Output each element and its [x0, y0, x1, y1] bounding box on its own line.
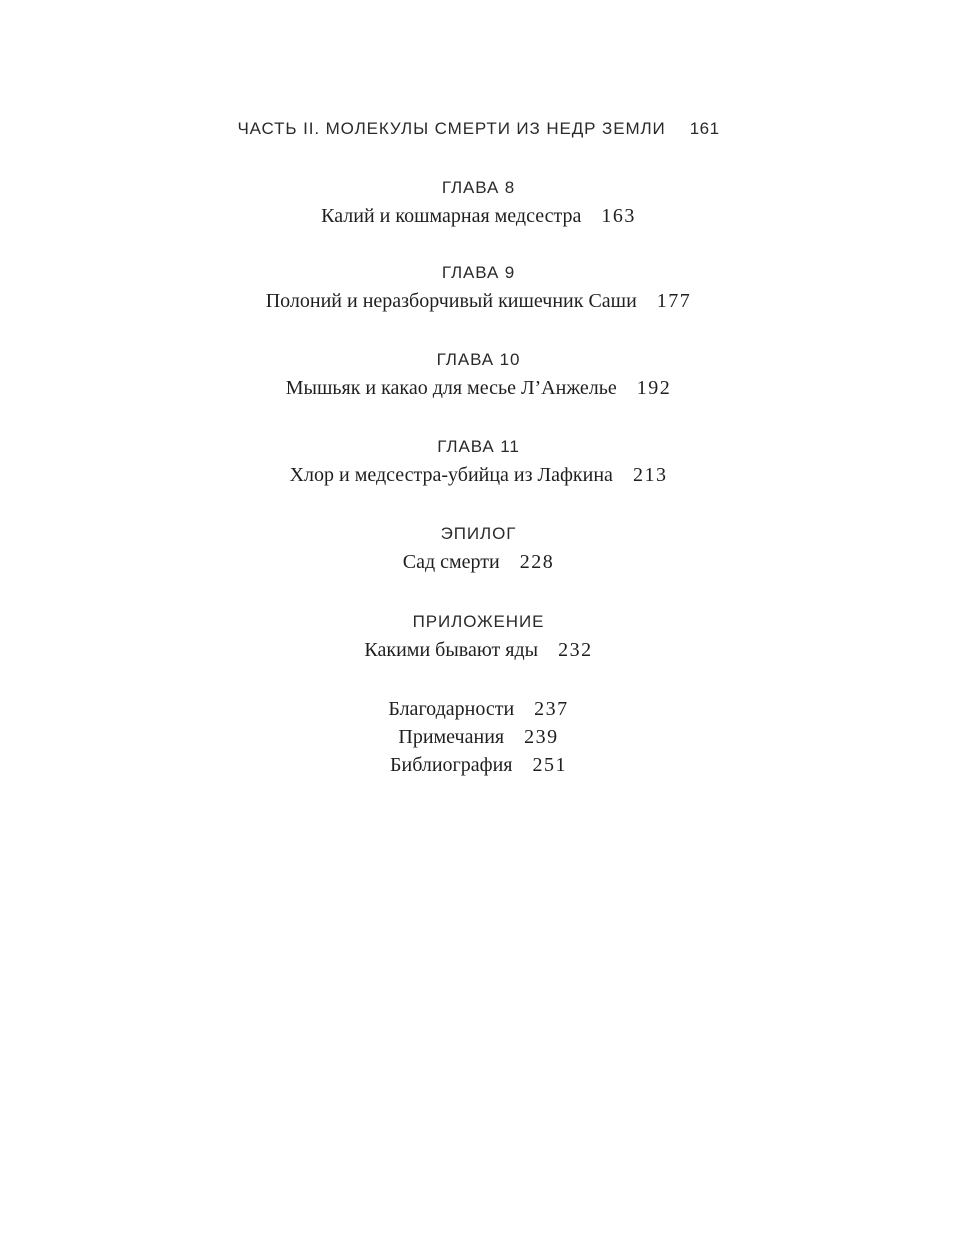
backmatter-title: Благодарности	[388, 698, 515, 720]
toc-section	[0, 438, 957, 487]
chapter-page-number: 163	[601, 204, 636, 227]
chapter-title-line	[0, 204, 957, 228]
chapter-title-line	[0, 289, 957, 313]
chapter-title-line	[0, 550, 957, 574]
chapter-title-line	[0, 376, 957, 400]
chapter-title: Какими бывают яды	[364, 638, 539, 661]
chapter-title: Полоний и неразборчивый кишечник Саши	[265, 289, 637, 312]
chapter-title-line	[0, 463, 957, 487]
chapter-page-number: 232	[558, 638, 593, 661]
chapter-title: Мышьяк и какао для месье Л’Анжелье	[285, 376, 617, 399]
chapter-page-number: 213	[632, 463, 668, 486]
chapter-heading: ГЛАВА 8	[441, 178, 516, 197]
chapter-title: Сад смерти	[402, 550, 500, 573]
backmatter-title: Библиография	[390, 754, 513, 776]
backmatter-row	[0, 695, 957, 723]
backmatter-row	[0, 751, 957, 779]
chapter-title-line	[0, 638, 957, 662]
backmatter-page-number: 237	[534, 698, 569, 720]
toc-section	[0, 179, 957, 228]
toc-section	[0, 351, 957, 400]
chapter-heading: ПРИЛОЖЕНИЕ	[412, 612, 545, 631]
chapter-title: Калий и кошмарная медсестра	[321, 204, 582, 227]
backmatter-row	[0, 723, 957, 751]
backmatter-page-number: 251	[532, 754, 567, 776]
chapter-heading: ГЛАВА 10	[436, 350, 521, 369]
toc-section	[0, 264, 957, 313]
backmatter-list	[0, 695, 957, 779]
chapter-page-number: 228	[519, 550, 555, 573]
toc-section	[0, 613, 957, 662]
chapter-heading: ЭПИЛОГ	[440, 524, 517, 543]
chapter-heading: ГЛАВА 9	[441, 263, 516, 282]
part-title: ЧАСТЬ II. МОЛЕКУЛЫ СМЕРТИ ИЗ НЕДР ЗЕМЛИ	[237, 119, 666, 138]
toc-section	[0, 525, 957, 574]
chapter-page-number: 192	[636, 376, 672, 399]
chapter-title: Хлор и медсестра-убийца из Лафкина	[289, 463, 613, 486]
chapter-heading: ГЛАВА 11	[437, 437, 520, 456]
backmatter-page-number: 239	[524, 726, 559, 748]
chapter-page-number: 177	[656, 289, 692, 312]
part-heading-line	[0, 120, 957, 139]
backmatter-title: Примечания	[398, 726, 505, 748]
part-page-number: 161	[689, 119, 720, 138]
